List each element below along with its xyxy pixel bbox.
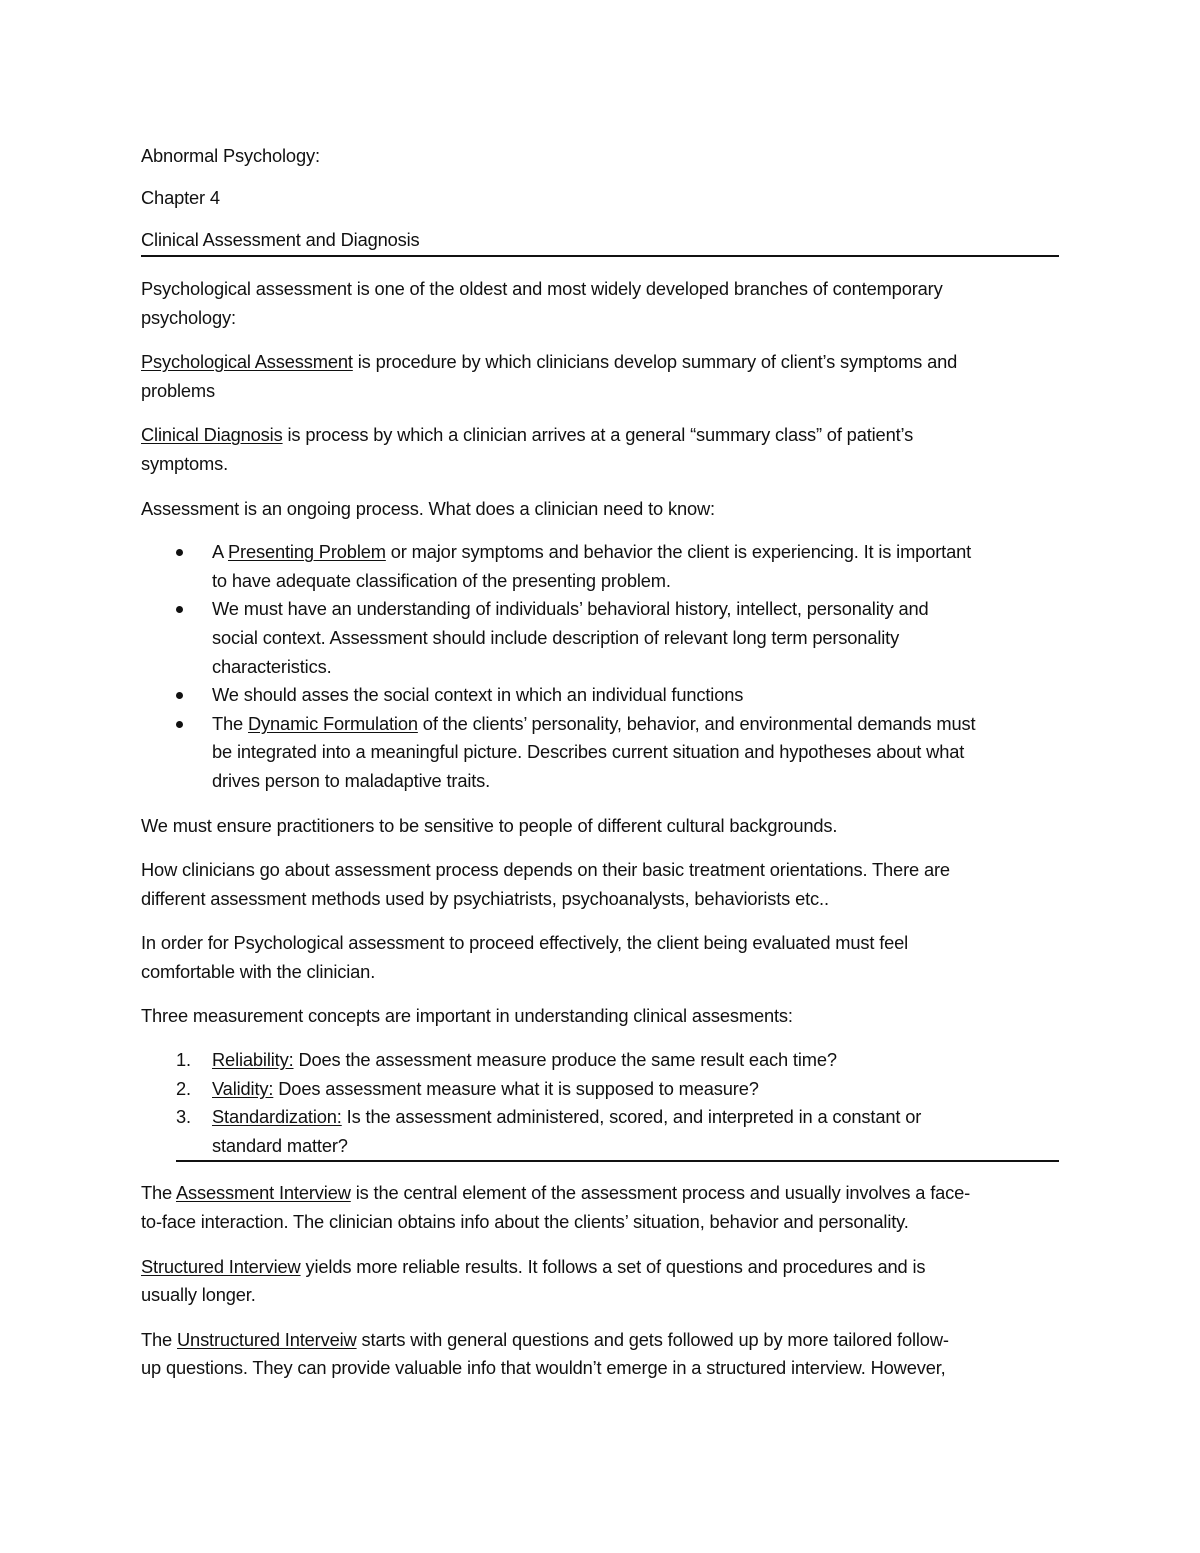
ongoing-process-text: Assessment is an ongoing process. What does a clinician need to know:: [141, 497, 715, 519]
intro-line: psychology:: [141, 306, 236, 328]
unstructured-interview-paragraph: [141, 1326, 1059, 1383]
paragraph-text: to-face interaction. The clinician obtains info about the clients’ situation, behavior and personality.: [141, 1211, 909, 1233]
orientation-paragraph: [141, 856, 1059, 913]
measurement-intro: Three measurement concepts are important in understanding clinical assesments:: [141, 1005, 793, 1027]
comfort-paragraph: [141, 929, 1059, 986]
bullet-text: We should asses the social context in which an individual functions: [212, 684, 744, 706]
term-dynamic-formulation: Dynamic Formulation: [248, 712, 418, 734]
list-item: [141, 1075, 1059, 1104]
intro-paragraph: [141, 275, 1059, 332]
list-item: [141, 681, 1059, 710]
term-validity: Validity:: [212, 1077, 274, 1099]
list-item: [141, 710, 1059, 796]
measurement-concepts-list: [141, 1046, 1059, 1160]
paragraph-line: comfortable with the clinician.: [141, 960, 376, 982]
term-unstructured-interview: Unstructured Interveiw: [177, 1328, 357, 1350]
list-number: 1.: [176, 1049, 191, 1071]
bullet-text: be integrated into a meaningful picture. Describes current situation and hypotheses about what: [212, 741, 965, 763]
course-title: Abnormal Psychology:: [141, 145, 320, 166]
chapter-topic: Clinical Assessment and Diagnosis: [141, 229, 420, 250]
bullet-text: We must have an understanding of individuals’ behavioral history, intellect, personality and: [212, 598, 929, 620]
definition-text: is process by which a clinician arrives at a general “summary class” of patient’s: [287, 424, 914, 446]
bullet-icon: [176, 721, 183, 728]
definition-text: is procedure by which clinicians develop summary of client’s symptoms and: [357, 351, 958, 373]
bullet-text: to have adequate classification of the presenting problem.: [212, 569, 671, 591]
list-item: [141, 1046, 1059, 1075]
list-number: 2.: [176, 1077, 191, 1099]
concept-text: standard matter?: [212, 1134, 348, 1156]
list-item: [141, 1103, 1059, 1160]
assessment-interview-paragraph: [141, 1179, 1059, 1236]
term-clinical-diagnosis: Clinical Diagnosis: [141, 424, 283, 446]
definition-text: symptoms.: [141, 452, 229, 474]
bullet-text: A: [212, 541, 224, 563]
intro-line: Psychological assessment is one of the oldest and most widely developed branches of contemporary: [141, 278, 943, 299]
term-assessment-interview: Assessment Interview: [175, 1182, 351, 1204]
paragraph-text: The: [141, 1328, 173, 1350]
bullet-text: drives person to maladaptive traits.: [212, 769, 491, 791]
bullet-icon: [176, 692, 183, 699]
list-item: [141, 595, 1059, 681]
paragraph-text: is the central element of the assessment process and usually involves a face-: [355, 1182, 971, 1204]
sensitivity-text: We must ensure practitioners to be sensitive to people of different cultural backgrounds.: [141, 814, 838, 836]
bullet-text: of the clients’ personality, behavior, and environmental demands must: [422, 712, 976, 734]
paragraph-text: The: [141, 1182, 173, 1204]
definition-text: problems: [141, 379, 215, 401]
paragraph-line: How clinicians go about assessment process depends on their basic treatment orientations. There are: [141, 859, 950, 881]
concept-text: Does assessment measure what it is supposed to measure?: [278, 1077, 759, 1099]
bullet-icon: [176, 606, 183, 613]
term-reliability: Reliability:: [212, 1049, 294, 1071]
document-page: [141, 142, 1059, 1383]
needs-bullet-list: [141, 538, 1059, 795]
paragraph-line: In order for Psychological assessment to proceed effectively, the client being evaluated must feel: [141, 932, 909, 954]
bullet-text: or major symptoms and behavior the client is experiencing. It is important: [390, 541, 972, 563]
definition-assessment: [141, 348, 1059, 405]
concept-text: Does the assessment measure produce the same result each time?: [298, 1049, 837, 1071]
structured-interview-paragraph: [141, 1253, 1059, 1310]
concept-text: Is the assessment administered, scored, and interpreted in a constant or: [346, 1106, 922, 1128]
paragraph-text: usually longer.: [141, 1284, 256, 1306]
paragraph-text: yields more reliable results. It follows a set of questions and procedures and is: [305, 1255, 926, 1277]
paragraph-line: different assessment methods used by psychiatrists, psychoanalysts, behaviorists etc..: [141, 887, 829, 909]
bullet-icon: [176, 549, 183, 556]
chapter-label: Chapter 4: [141, 187, 220, 208]
definition-diagnosis: [141, 421, 1059, 478]
paragraph-text: up questions. They can provide valuable info that wouldn’t emerge in a structured interview. However,: [141, 1357, 946, 1379]
list-item: [141, 538, 1059, 595]
paragraph-text: starts with general questions and gets followed up by more tailored follow-: [361, 1328, 949, 1350]
bullet-text: The: [212, 712, 244, 734]
term-structured-interview: Structured Interview: [141, 1255, 301, 1277]
term-presenting-problem: Presenting Problem: [227, 541, 386, 563]
bullet-text: social context. Assessment should include description of relevant long term personality: [212, 626, 900, 648]
bullet-text: characteristics.: [212, 655, 332, 677]
term-psychological-assessment: Psychological Assessment: [141, 351, 353, 373]
term-standardization: Standardization:: [212, 1106, 342, 1128]
list-number: 3.: [176, 1106, 191, 1128]
